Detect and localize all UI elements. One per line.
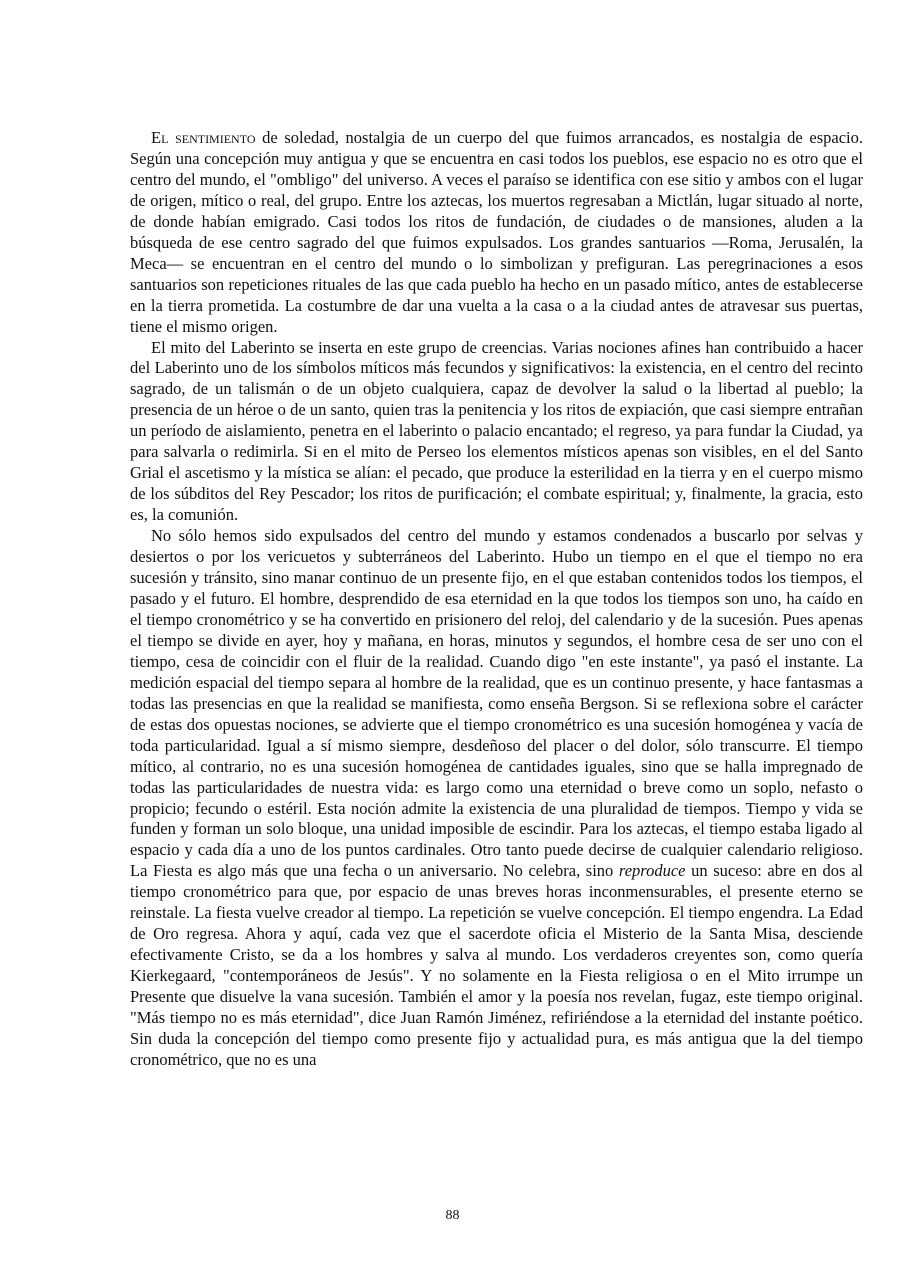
paragraph-3-text-end: un suceso: abre en dos al tiempo cronométrico para que, por espacio de unas breves horas inconmensurables, el presente eterno se reinstale. La fiesta vuelve creador al tiempo. La repetición se vuelve concepción. El tiempo engendra. La Edad de Oro regresa. Ahora y aquí, cada vez que el sacerdote oficia el Misterio de la Santa Misa, desciende efectivamente Cristo, se da a los hombres y salva al mundo. Los verdaderos creyentes son, como quería Kierkegaard, "contemporáneos de Jesús". Y no solamente en la Fiesta religiosa o en el Mito irrumpe un Presente que disuelve la vana sucesión. También el amor y la poesía nos revelan, fugaz, este tiempo original. "Más tiempo no es más eternidad", dice Juan Ramón Jiménez, refiriéndose a la eternidad del instante poético. Sin duda la concepción del tiempo como presente fijo y actualidad pura, es más antigua que la del tiempo cronométrico, que no es una [130,861,863,1069]
page-number: 88 [445,1208,460,1223]
paragraph-3-italic-word: reproduce [618,861,686,881]
paragraph-3-text-start: No sólo hemos sido expulsados del centro del mundo y estamos condenados a buscarlo por selvas y desiertos o por los vericuetos y subterráneos del Laberinto. Hubo un tiempo en el que el tiempo no era sucesión y tránsito, sino manar continuo de un presente fijo, en el que estaban contenidos todos los tiempos, el pasado y el futuro. El hombre, desprendido de esa eternidad en la que todos los tiempos son uno, ha caído en el tiempo cronométrico y se ha convertido en prisionero del reloj, del calendario y de la sucesión. Pues apenas el tiempo se divide en ayer, hoy y mañana, en horas, minutos y segundos, el hombre cesa de ser uno con el tiempo, cesa de coincidir con el fluir de la realidad. Cuando digo "en este instante", ya pasó el instante. La medición espacial del tiempo separa al hombre de la realidad, que es un continuo presente, y hace fantasmas a todas las presencias en que la realidad se manifiesta, como enseña Bergson. Si se reflexiona sobre el carácter de estas dos opuestas nociones, se advierte que el tiempo cronométrico es una sucesión homogénea y vacía de toda particularidad. Igual a sí mismo siempre, desdeñoso del placer o del dolor, sólo transcurre. El tiempo mítico, al contrario, no es una sucesión homogénea de cantidades iguales, sino que se halla impregnado de todas las particularidades de nuestra vida: es largo como una eternidad o breve como un soplo, nefasto o propicio; fecundo o estéril. Esta noción admite la existencia de una pluralidad de tiempos. Tiempo y vida se funden y forman un solo bloque, una unidad imposible de escindir. Para los aztecas, el tiempo estaba ligado al espacio y cada día a uno de los puntos cardinales. Otro tanto puede decirse de cualquier calendario religioso. La Fiesta es algo más que una fecha o un aniversario. No celebra, sino [130,526,863,881]
paragraph-1-initial: E [151,128,162,147]
paragraph-1 [130,128,863,338]
paragraph-2 [130,338,863,527]
paragraph-1-text: de soledad, nostalgia de un cuerpo del que fuimos arrancados, es nostalgia de espacio. Según una concepción muy antigua y que se encuentra en casi todos los pueblos, ese espacio no es otro que el centro del mundo, el "ombligo" del universo. A veces el paraíso se identifica con ese sitio y ambos con el lugar de origen, mítico o real, del grupo. Entre los aztecas, los muertos regresaban a Mictlán, lugar situado al norte, de donde habían emigrado. Casi todos los ritos de fundación, de ciudades o de mansiones, aluden a la búsqueda de ese centro sagrado del que fuimos expulsados. Los grandes santuarios —Roma, Jerusalén, la Meca— se encuentran en el centro del mundo o lo simbolizan y prefiguran. Las peregrinaciones a esos santuarios son repeticiones rituales de las que cada pueblo ha hecho en un pasado mítico, antes de establecerse en la tierra prometida. La costumbre de dar una vuelta a la casa o a la ciudad antes de atravesar sus puertas, tiene el mismo origen. [130,128,863,336]
paragraph-3 [130,526,863,1071]
body-text [130,128,863,1071]
paragraph-2-text: El mito del Laberinto se inserta en este grupo de creencias. Varias nociones afines han contribuido a hacer del Laberinto uno de los símbolos míticos más fecundos y significativos: la existencia, en el centro del recinto sagrado, de un talismán o de un objeto cualquiera, capaz de devolver la salud o la libertad al pueblo; la presencia de un héroe o de un santo, quien tras la penitencia y los ritos de expiación, que casi siempre entrañan un período de aislamiento, penetra en el laberinto o palacio encantado; el regreso, ya para fundar la Ciudad, ya para salvarla o redimirla. Si en el mito de Perseo los elementos místicos apenas son visibles, en el del Santo Grial el ascetismo y la mística se alían: el pecado, que produce la esterilidad en la tierra y en el cuerpo mismo de los súbditos del Rey Pescador; los ritos de purificación; el combate espiritual; y, finalmente, la gracia, esto es, la comunión. [130,337,863,525]
paragraph-1-smallcaps-lead: l sentimiento [161,128,256,147]
